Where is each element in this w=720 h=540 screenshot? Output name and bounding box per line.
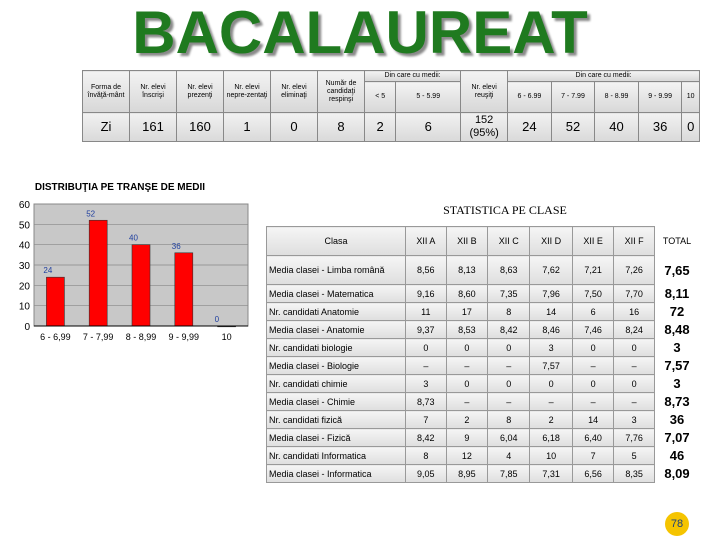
stats-total: 8,73	[655, 393, 700, 411]
stats-row-label: Media clasei - Informatica	[267, 465, 406, 483]
stats-row	[267, 303, 700, 321]
header-6: 6 - 6.99	[508, 82, 552, 113]
stats-total: 8,09	[655, 465, 700, 483]
stats-table	[266, 226, 700, 483]
header-7: 7 - 7.99	[551, 82, 595, 113]
stats-cell: 7	[406, 411, 447, 429]
stats-cell: 2	[446, 411, 488, 429]
stats-cell: 8,73	[406, 393, 447, 411]
value-forma: Zi	[83, 113, 130, 142]
value-9: 36	[638, 113, 682, 142]
stats-row-label: Media clasei - Anatomie	[267, 321, 406, 339]
stats-cell: 9,16	[406, 285, 447, 303]
stats-row	[267, 465, 700, 483]
x-tick-label: 9 - 9,99	[168, 332, 200, 342]
results-table	[82, 70, 700, 142]
stats-total: 7,07	[655, 429, 700, 447]
value-eliminati: 0	[271, 113, 318, 142]
bar-data-label: 24	[43, 266, 53, 276]
value-respinsi: 8	[318, 113, 365, 142]
stats-cell: 7	[572, 447, 614, 465]
stats-cell: 7,70	[614, 285, 655, 303]
page-number: 78	[665, 512, 689, 536]
stats-row	[267, 429, 700, 447]
stats-cell: 6,40	[572, 429, 614, 447]
stats-cell: 2	[530, 411, 572, 429]
header-din-care-2: Din care cu medii:	[508, 71, 700, 82]
stats-total: 72	[655, 303, 700, 321]
stats-cell: –	[572, 393, 614, 411]
chart-title: DISTRIBUŢIA PE TRANŞE DE MEDII	[34, 182, 206, 193]
stats-cell: 9	[446, 429, 488, 447]
stats-row-label: Nr. candidati biologie	[267, 339, 406, 357]
bar-data-label: 0	[214, 315, 220, 324]
stats-cell: 7,50	[572, 285, 614, 303]
header-prezenti: Nr. elevi prezenţi	[177, 71, 224, 113]
stats-header-cell: XII D	[530, 227, 572, 256]
stats-cell: 7,26	[614, 256, 655, 285]
x-tick-label: 7 - 7,99	[82, 332, 114, 342]
stats-row-label: Media clasei - Biologie	[267, 357, 406, 375]
stats-cell: 16	[614, 303, 655, 321]
stats-cell: 8	[488, 303, 530, 321]
stats-cell: 3	[406, 375, 447, 393]
stats-row	[267, 375, 700, 393]
stats-cell: –	[488, 357, 530, 375]
header-din-care-1: Din care cu medii:	[365, 71, 461, 82]
value-neprezentati: 1	[224, 113, 271, 142]
stats-cell: 8,95	[446, 465, 488, 483]
header-5: 5 - 5.99	[396, 82, 461, 113]
value-10: 0	[682, 113, 700, 142]
y-tick-label: 30	[18, 261, 30, 272]
stats-cell: 8,42	[406, 429, 447, 447]
page-title: BACALAUREAT	[132, 0, 588, 66]
y-tick-label: 40	[18, 240, 30, 252]
stats-header-cell: XII A	[406, 227, 447, 256]
stats-total: 3	[655, 339, 700, 357]
value-8: 40	[595, 113, 639, 142]
chart-bar	[89, 220, 107, 326]
stats-cell: 14	[572, 411, 614, 429]
distribution-chart	[0, 178, 260, 348]
stats-total: 8,11	[655, 285, 700, 303]
stats-cell: 6,18	[530, 429, 572, 447]
stats-cell: 14	[530, 303, 572, 321]
chart-bar	[132, 245, 150, 326]
stats-cell: 8	[406, 447, 447, 465]
stats-cell: –	[446, 393, 488, 411]
stats-cell: 9,05	[406, 465, 447, 483]
stats-cell: 7,62	[530, 256, 572, 285]
stats-cell: 7,76	[614, 429, 655, 447]
bar-data-label: 52	[86, 209, 96, 219]
stats-cell: 4	[488, 447, 530, 465]
stats-cell: 8	[488, 411, 530, 429]
value-prezenti: 160	[177, 113, 224, 142]
stats-cell: –	[614, 393, 655, 411]
header-forma: Forma de învăţă-mânt	[83, 71, 130, 113]
stats-total: 36	[655, 411, 700, 429]
stats-cell: 7,31	[530, 465, 572, 483]
stats-cell: 0	[572, 339, 614, 357]
stats-cell: 0	[614, 339, 655, 357]
value-6: 24	[508, 113, 552, 142]
stats-row-label: Media clasei - Chimie	[267, 393, 406, 411]
stats-row	[267, 411, 700, 429]
header-reusiti: Nr. elevi reuşiţi	[461, 71, 508, 113]
header-eliminati: Nr. elevi eliminaţi	[271, 71, 318, 113]
chart-bar	[46, 277, 64, 326]
stats-total: 7,57	[655, 357, 700, 375]
stats-cell: 8,60	[446, 285, 488, 303]
stats-cell: 8,46	[530, 321, 572, 339]
stats-cell: 8,24	[614, 321, 655, 339]
stats-cell: –	[614, 357, 655, 375]
stats-title: STATISTICA PE CLASE	[443, 203, 567, 217]
stats-cell: 8,53	[446, 321, 488, 339]
stats-cell: 0	[614, 375, 655, 393]
stats-row	[267, 357, 700, 375]
stats-row	[267, 285, 700, 303]
stats-header-cell: XII B	[446, 227, 488, 256]
stats-cell: 5	[614, 447, 655, 465]
stats-cell: 8,42	[488, 321, 530, 339]
stats-cell: 8,13	[446, 256, 488, 285]
stats-cell: 9,37	[406, 321, 447, 339]
y-tick-label: 0	[24, 322, 30, 333]
stats-row	[267, 256, 700, 285]
x-tick-label: 8 - 8,99	[125, 332, 157, 342]
stats-cell: –	[530, 393, 572, 411]
stats-cell: 11	[406, 303, 447, 321]
stats-header-cell: XII F	[614, 227, 655, 256]
header-8: 8 - 8.99	[595, 82, 639, 113]
stats-row	[267, 447, 700, 465]
stats-cell: 6	[572, 303, 614, 321]
stats-cell: 0	[572, 375, 614, 393]
header-10: 10	[682, 82, 700, 113]
stats-cell: 8,63	[488, 256, 530, 285]
stats-cell: 7,85	[488, 465, 530, 483]
value-lt5: 2	[365, 113, 396, 142]
stats-row-label: Media clasei - Limba română	[267, 256, 406, 285]
stats-cell: –	[488, 393, 530, 411]
stats-header-cell: XII C	[488, 227, 530, 256]
stats-cell: 6,04	[488, 429, 530, 447]
stats-cell: 7,96	[530, 285, 572, 303]
stats-row	[267, 393, 700, 411]
header-9: 9 - 9.99	[638, 82, 682, 113]
stats-total: 3	[655, 375, 700, 393]
y-tick-label: 60	[18, 200, 30, 211]
y-tick-label: 20	[18, 281, 30, 293]
header-neprezentati: Nr. elevi nepre-zentaţi	[224, 71, 271, 113]
stats-header-cell: TOTAL	[655, 227, 700, 256]
bar-data-label: 40	[129, 233, 138, 243]
stats-cell: 7,57	[530, 357, 572, 375]
stats-cell: 0	[446, 375, 488, 393]
value-reusiti: 152 (95%)	[461, 113, 508, 142]
stats-cell: 7,35	[488, 285, 530, 303]
stats-row	[267, 321, 700, 339]
stats-cell: 12	[446, 447, 488, 465]
header-respinsi: Număr de candidaţi respinşi	[318, 71, 365, 113]
value-inscrisi: 161	[130, 113, 177, 142]
value-7: 52	[551, 113, 595, 142]
x-tick-label: 10	[221, 332, 232, 342]
stats-row-label: Nr. candidati chimie	[267, 375, 406, 393]
stats-cell: 0	[406, 339, 447, 357]
stats-cell: 17	[446, 303, 488, 321]
y-tick-label: 10	[18, 301, 30, 313]
stats-cell: 7,46	[572, 321, 614, 339]
stats-cell: 10	[530, 447, 572, 465]
stats-cell: 8,35	[614, 465, 655, 483]
stats-total: 8,48	[655, 321, 700, 339]
stats-header-clasa: Clasa	[267, 227, 406, 256]
stats-cell: –	[446, 357, 488, 375]
stats-cell: 0	[530, 375, 572, 393]
stats-cell: 0	[488, 339, 530, 357]
header-inscrisi: Nr. elevi înscrişi	[130, 71, 177, 113]
header-lt5: < 5	[365, 82, 396, 113]
chart-bar	[175, 253, 193, 326]
bar-data-label: 36	[171, 241, 181, 251]
stats-cell: 0	[488, 375, 530, 393]
stats-row-label: Media clasei - Fizică	[267, 429, 406, 447]
stats-cell: 0	[446, 339, 488, 357]
stats-cell: 3	[530, 339, 572, 357]
stats-cell: 6,56	[572, 465, 614, 483]
stats-row	[267, 339, 700, 357]
stats-cell: 3	[614, 411, 655, 429]
stats-row-label: Nr. candidati Anatomie	[267, 303, 406, 321]
stats-row-label: Nr. candidati fizică	[267, 411, 406, 429]
stats-total: 46	[655, 447, 700, 465]
x-tick-label: 6 - 6,99	[40, 332, 71, 342]
value-5: 6	[396, 113, 461, 142]
y-tick-label: 50	[18, 220, 30, 232]
stats-total: 7,65	[655, 256, 700, 285]
stats-cell: 7,21	[572, 256, 614, 285]
stats-row-label: Media clasei - Matematica	[267, 285, 406, 303]
stats-cell: 8,56	[406, 256, 447, 285]
stats-cell: –	[572, 357, 614, 375]
stats-header-cell: XII E	[572, 227, 614, 256]
stats-cell: –	[406, 357, 447, 375]
stats-row-label: Nr. candidati Informatica	[267, 447, 406, 465]
